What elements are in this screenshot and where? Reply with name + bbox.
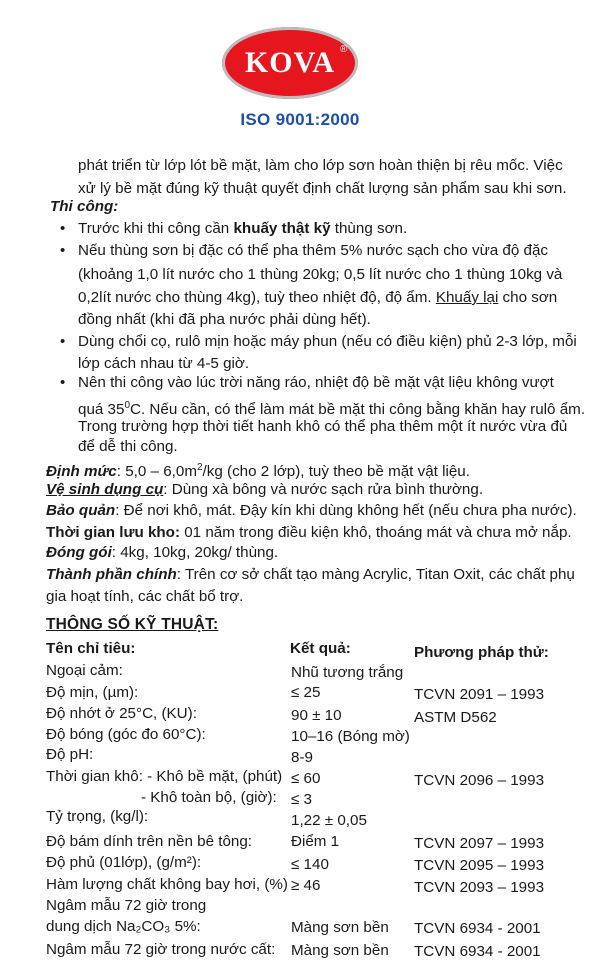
bullet-line: lớp cách nhau từ 4-5 giờ. (78, 355, 250, 372)
spec-method: TCVN 2095 – 1993 (414, 857, 545, 874)
spec-method: TCVN 6934 - 2001 (414, 920, 541, 937)
spec-method: TCVN 2097 – 1993 (414, 835, 545, 852)
spec-name: Độ bám dính trên nền bê tông: (46, 833, 253, 850)
intro-line: phát triển từ lớp lót bề mặt, làm cho lớp sơn hoàn thiện bị rêu mốc. Việc (78, 157, 563, 174)
spec-result: Điểm 1 (291, 833, 340, 850)
spec-name: - Khô toàn bộ, (giờ): (141, 789, 277, 806)
spec-name: Ngâm mẫu 72 giờ trong (46, 897, 207, 914)
bullet-line: Trước khi thi công cần khuấy thật kỹ thùng sơn. (78, 220, 408, 237)
spec-method: ASTM D562 (414, 709, 497, 726)
bullet-line: Nên thi công vào lúc trời năng ráo, nhiệt độ bề mặt vật liệu không vượt (78, 374, 554, 391)
column-header: Tên chỉ tiêu: (46, 640, 136, 657)
bullet-icon: • (60, 242, 66, 259)
ve-sinh: Vệ sinh dụng cụ: Dùng xà bông và nước sạch rửa bình thường. (46, 481, 484, 498)
spec-name: Ngoại cảm: (46, 662, 123, 679)
thanh-phan-chinh-cont: gia hoạt tính, các chất bổ trợ. (46, 588, 244, 605)
spec-name: Độ phủ (01lớp), (g/m²): (46, 854, 202, 871)
spec-name: Ngâm mẫu 72 giờ trong nước cất: (46, 941, 276, 958)
spec-result: 10–16 (Bóng mờ) (291, 728, 410, 745)
spec-method: TCVN 6934 - 2001 (414, 943, 541, 960)
tech-title: THÔNG SỐ KỸ THUẬT: (46, 616, 219, 633)
bullet-line: (khoảng 1,0 lít nước cho 1 thùng 20kg; 0,5 lít nước cho 1 thùng 10kg và (78, 266, 563, 283)
bullet-line: Trong trường hợp thời tiết hanh khô có thể pha thêm một ít nước vừa đủ (78, 418, 568, 435)
bullet-line: Dùng chổi cọ, rulô mịn hoặc máy phun (nếu có điều kiện) phủ 2-3 lớp, mỗi (78, 333, 577, 350)
intro-line: xử lý bề mặt đúng kỹ thuật quyết định chất lượng sản phẩm sau khi sơn. (78, 180, 567, 197)
spec-name: Độ bóng (góc đo 60°C): (46, 726, 206, 743)
brand-name: KOVA (244, 46, 336, 79)
bullet-line: quá $35^0C$. Nếu cần, có thể làm mát bề mặt thi công bằng khăn hay rulô ẩm. (78, 400, 586, 419)
spec-name: Tỷ trọng, (kg/l): (46, 808, 149, 825)
header (0, 0, 600, 140)
spec-result: Nhũ tương trắng (291, 664, 404, 681)
thoi-gian-luu-kho: Thời gian lưu kho: 01 năm trong điều kiện khô, thoáng mát và chưa mở nắp. (46, 524, 572, 541)
registered-mark: ® (340, 44, 348, 55)
spec-result: ≤ 140 (291, 856, 329, 873)
bullet-icon: • (60, 220, 66, 237)
spec-result: Màng sơn bền (291, 919, 389, 936)
dinh-muc: Định mức: $5,0 - 6,0m^2/kg$ (cho 2 lớp), tuỳ theo bề mặt vật liệu. (46, 462, 470, 481)
spec-method: TCVN 2093 – 1993 (414, 879, 545, 896)
column-header: Phương pháp thử: (414, 644, 549, 661)
spec-result: Màng sơn bền (291, 942, 389, 959)
spec-method: TCVN 2096 – 1993 (414, 772, 545, 789)
bullet-line: 0,2lít nước cho thùng 4kg), tuỳ theo nhiệt độ, độ ẩm. Khuấy lại cho sơn (78, 289, 558, 306)
spec-result: ≤ 25 (291, 684, 321, 701)
spec-result: 1,22 ± 0,05 (291, 812, 367, 829)
spec-method: TCVN 2091 – 1993 (414, 686, 545, 703)
bullet-icon: • (60, 333, 66, 350)
spec-name: Độ mịn, (µm): (46, 684, 139, 701)
bullet-line: Nếu thùng sơn bị đặc có thể pha thêm 5% nước sạch cho vừa độ đặc (78, 242, 548, 259)
thanh-phan-chinh: Thành phần chính: Trên cơ sở chất tạo màng Acrylic, Titan Oxit, các chất phụ (46, 566, 575, 583)
iso-certification: ISO 9001:2000 (240, 110, 360, 129)
spec-result: ≤ 3 (291, 791, 313, 808)
bullet-line: để dễ thi công. (78, 438, 178, 455)
spec-result: ≥ 46 (291, 877, 321, 894)
bullet-line: đồng nhất (khi đã pha nước phải dùng hết). (78, 311, 371, 328)
spec-name: dung dịch Na₂CO₃ 5%: (46, 918, 201, 935)
spec-result: ≤ 60 (291, 770, 321, 787)
thi-cong-heading: Thi công: (50, 198, 119, 215)
dong-goi: Đóng gói: 4kg, 10kg, 20kg/ thùng. (46, 544, 279, 561)
spec-result: 90 ± 10 (291, 707, 342, 724)
spec-name: Độ pH: (46, 746, 94, 763)
column-header: Kết quả: (290, 640, 351, 657)
spec-name: Hàm lượng chất không bay hơi, (%) (46, 876, 288, 893)
bullet-icon: • (60, 374, 66, 391)
spec-result: 8-9 (291, 749, 313, 766)
spec-name: Độ nhớt ở 25°C, (KU): (46, 705, 197, 722)
bao-quan: Bảo quản: Để nơi khô, mát. Đậy kín khi dùng không hết (nếu chưa pha nước). (46, 502, 577, 519)
spec-name: Thời gian khô: - Khô bề mặt, (phút) (46, 768, 283, 785)
